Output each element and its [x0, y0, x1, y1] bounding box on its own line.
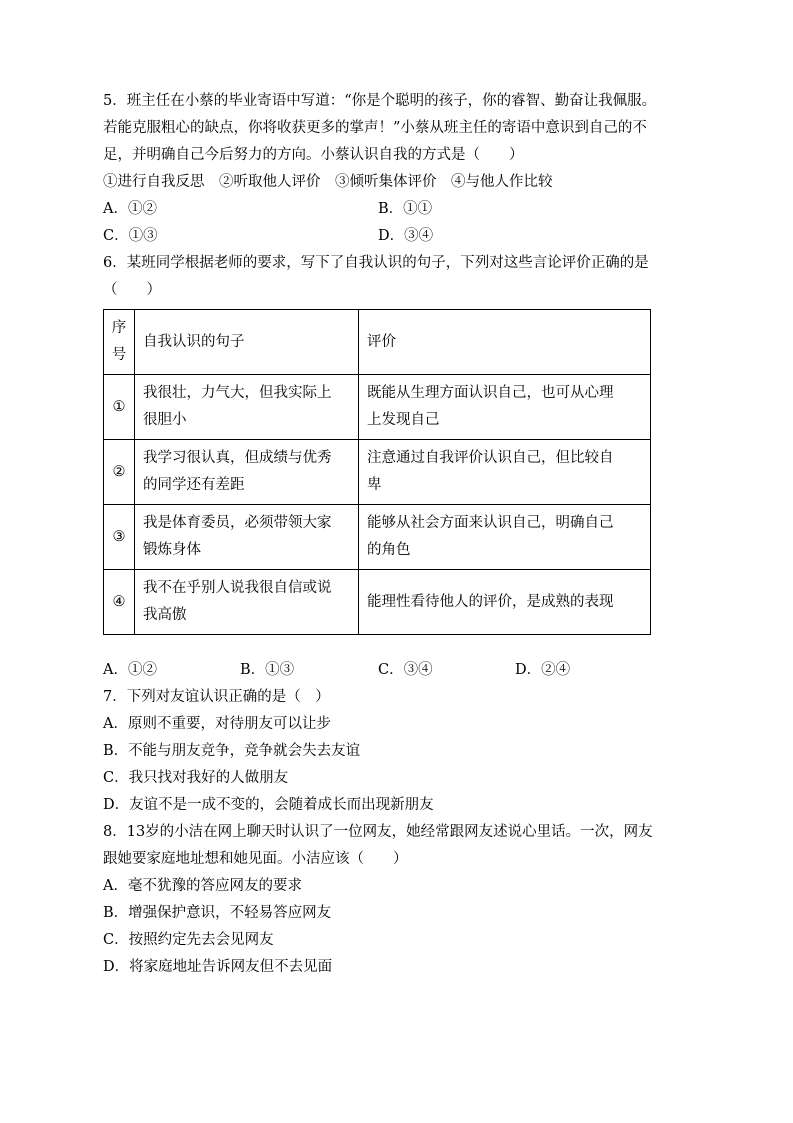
- header-num-line1: 序: [111, 320, 127, 336]
- table-row: [104, 440, 651, 505]
- q7-option-a: A．原则不重要，对待朋友可以让步: [103, 716, 331, 732]
- table-header-row: [104, 310, 651, 375]
- q6-option-b: B．①③: [240, 662, 295, 678]
- q7-option-c: C．我只找对我好的人做朋友: [103, 770, 289, 786]
- row-sentence-line2: 锻炼身体: [143, 542, 201, 558]
- row-sentence-line1: 我不在乎别人说我很自信或说: [143, 580, 332, 596]
- q5-stem-line3: 足，并明确自己今后努力的方向。小蔡认识自我的方式是（ ）: [103, 147, 524, 163]
- row-sentence: [135, 375, 359, 440]
- q5-stem-line1: 5．班主任在小蔡的毕业寄语中写道：“你是个聪明的孩子，你的睿智、勤奋让我佩服。: [103, 93, 657, 109]
- row-sentence-line2: 我高傲: [143, 607, 187, 623]
- row-evaluation: [359, 570, 651, 635]
- q5-option-b: B．①①: [378, 201, 433, 217]
- row-num: ①: [104, 375, 135, 440]
- row-sentence-line2: 的同学还有差距: [143, 477, 245, 493]
- q7-option-d: D．友谊不是一成不变的，会随着成长而出现新朋友: [103, 797, 434, 813]
- row-sentence-line1: 我是体育委员，必须带领大家: [143, 515, 332, 531]
- header-evaluation: 评价: [359, 310, 651, 375]
- table-row: [104, 375, 651, 440]
- row-sentence-line1: 我学习很认真，但成绩与优秀: [143, 450, 332, 466]
- q6-option-d: D．②④: [515, 662, 571, 678]
- q8-stem-line1: 8．13岁的小洁在网上聊天时认识了一位网友，她经常跟网友述说心里话。一次，网友: [103, 824, 653, 840]
- row-num: ②: [104, 440, 135, 505]
- row-evaluation-line1: 能够从社会方面来认识自己，明确自己: [367, 515, 614, 531]
- q5-stem-line2: 若能克服粗心的缺点，你将收获更多的掌声！”小蔡从班主任的寄语中意识到自己的不: [103, 120, 647, 136]
- table-row: [104, 570, 651, 635]
- row-evaluation: [359, 375, 651, 440]
- row-num: ④: [104, 570, 135, 635]
- row-evaluation: [359, 440, 651, 505]
- q5-option-c: C．①③: [103, 228, 158, 244]
- header-sentence: 自我认识的句子: [135, 310, 359, 375]
- table-row: [104, 505, 651, 570]
- row-sentence: [135, 440, 359, 505]
- q6-option-c: C．③④: [378, 662, 433, 678]
- row-sentence-line1: 我很壮，力气大，但我实际上: [143, 385, 332, 401]
- row-sentence: [135, 570, 359, 635]
- row-evaluation: [359, 505, 651, 570]
- row-sentence: [135, 505, 359, 570]
- q8-option-b: B．增强保护意识，不轻易答应网友: [103, 905, 332, 921]
- header-num-line2: 号: [111, 347, 127, 363]
- q5-option-d: D．③④: [378, 228, 434, 244]
- row-evaluation-line1: 注意通过自我评价认识自己，但比较自: [367, 450, 614, 466]
- q6-table: [103, 309, 651, 635]
- q7-stem: 7．下列对友谊认识正确的是（ ）: [103, 689, 330, 705]
- q7-option-b: B．不能与朋友竞争，竞争就会失去友谊: [103, 743, 361, 759]
- row-evaluation-line1: 既能从生理方面认识自己，也可从心理: [367, 385, 614, 401]
- q8-stem-line2: 跟她要家庭地址想和她见面。小洁应该（ ）: [103, 851, 408, 867]
- row-num: ③: [104, 505, 135, 570]
- row-evaluation-line2: 上发现自己: [367, 412, 440, 428]
- q8-option-c: C．按照约定先去会见网友: [103, 932, 274, 948]
- q6-stem-line1: 6．某班同学根据老师的要求，写下了自我认识的句子，下列对这些言论评价正确的是: [103, 255, 649, 271]
- row-evaluation-line2: 的角色: [367, 542, 411, 558]
- row-evaluation-line1: 能理性看待他人的评价，是成熟的表现: [367, 593, 614, 610]
- q5-items: ①进行自我反思 ②听取他人评价 ③倾听集体评价 ④与他人作比较: [103, 174, 553, 190]
- q6-option-a: A．①②: [103, 662, 157, 678]
- q5-option-a: A．①②: [103, 201, 157, 217]
- q6-stem-line2: （ ）: [103, 282, 161, 298]
- row-sentence-line2: 很胆小: [143, 412, 187, 428]
- header-num: [104, 310, 135, 375]
- row-evaluation-line2: 卑: [367, 477, 382, 493]
- q8-option-d: D．将家庭地址告诉网友但不去见面: [103, 959, 333, 975]
- q8-option-a: A．毫不犹豫的答应网友的要求: [103, 878, 302, 894]
